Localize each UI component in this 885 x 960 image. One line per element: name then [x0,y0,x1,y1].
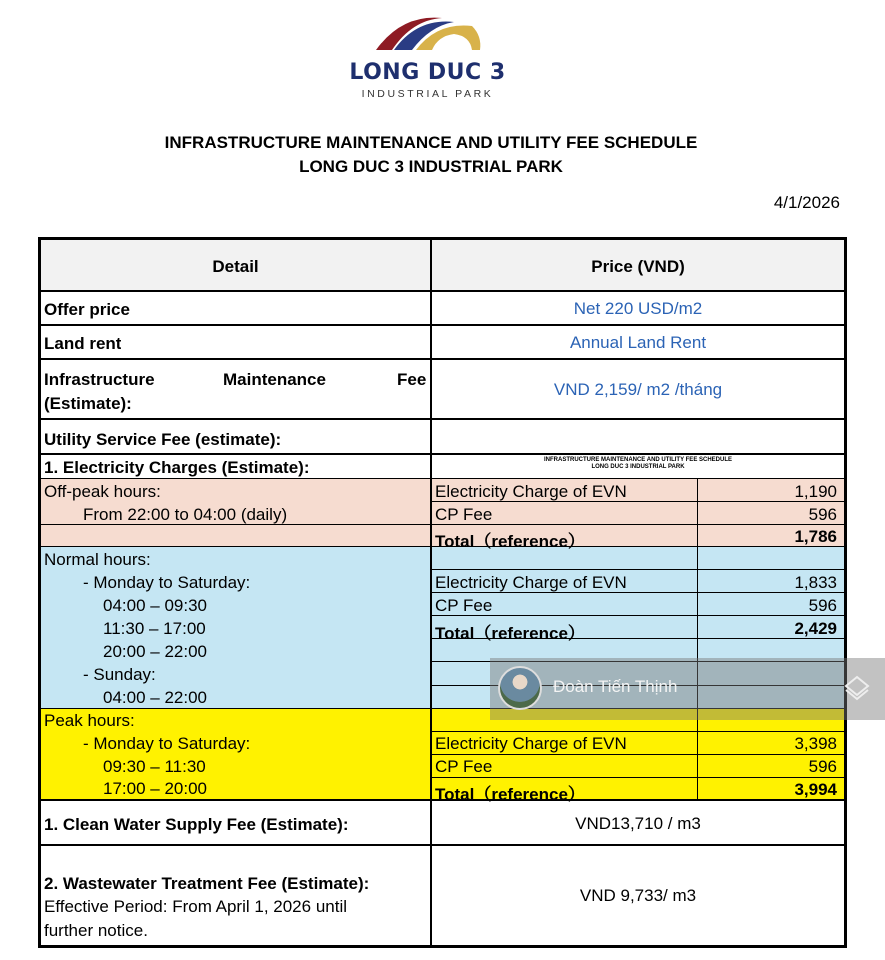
grid-line [432,777,844,778]
peak-time: 17:00 – 20:00 [103,779,207,798]
infra-label-part: Maintenance [223,370,326,389]
offpeak-cp-value: 596 [808,505,837,524]
peak-time: 09:30 – 11:30 [103,757,206,776]
normal-time: 04:00 – 22:00 [103,688,207,707]
watermark-name: Đoàn Tiến Thịnh [553,677,678,696]
peak-evn-value: 3,398 [794,734,837,753]
company-logo [340,10,515,100]
normal-time: 04:00 – 09:30 [103,596,207,615]
normal-cp-label: CP Fee [435,596,493,615]
grid-line [432,569,844,570]
wastewater-fee-label: 2. Wastewater Treatment Fee (Estimate): [44,874,370,893]
header-price: Price (VND) [591,257,685,276]
normal-total-value: 2,429 [794,619,837,638]
infra-label-part: (Estimate): [44,394,132,413]
wastewater-fee-value: VND 9,733/ m3 [579,886,697,905]
normal-label: Normal hours: [44,550,151,569]
row-divider [41,358,844,360]
row-divider [41,844,844,846]
logo-brand-text: LONG DUC 3 [349,60,506,85]
offer-price-value: Net 220 USD/m2 [573,299,703,318]
land-rent-label: Land rent [44,334,122,353]
row-divider [41,453,844,455]
electricity-charges-label: 1. Electricity Charges (Estimate): [44,458,310,477]
grid-line [432,754,844,755]
land-rent-value: Annual Land Rent [569,333,707,352]
wastewater-note: Effective Period: From April 1, 2026 until [44,897,348,916]
offpeak-evn-label: Electricity Charge of EVN [435,482,627,501]
normal-evn-value: 1,833 [794,573,837,592]
offpeak-total-value: 1,786 [794,527,837,546]
offpeak-label: Off-peak hours: [44,482,161,501]
row-divider [41,290,844,292]
peak-cp-label: CP Fee [435,757,493,776]
peak-weekdays: - Monday to Saturday: [83,734,251,753]
offpeak-evn-value: 1,190 [794,482,837,501]
document-title: INFRASTRUCTURE MAINTENANCE AND UTILITY FEE SCHEDULE [164,133,698,152]
row-divider [41,478,844,479]
peak-total-label: Total（reference） [435,785,585,804]
tiny-subtitle-line: LONG DUC 3 INDUSTRIAL PARK [591,464,685,470]
peak-evn-label: Electricity Charge of EVN [435,734,627,753]
normal-cp-value: 596 [808,596,837,615]
grid-line [432,731,844,732]
wastewater-note: further notice. [44,921,148,940]
infra-fee-value: VND 2,159/ m2 /tháng [553,380,723,399]
avatar [498,666,542,710]
normal-sunday: - Sunday: [83,665,156,684]
document-subtitle: LONG DUC 3 INDUSTRIAL PARK [299,157,563,176]
column-divider [697,478,698,799]
normal-weekdays: - Monday to Saturday: [83,573,251,592]
utility-fee-label: Utility Service Fee (estimate): [44,430,282,449]
peak-cp-value: 596 [808,757,837,776]
offpeak-cp-label: CP Fee [435,505,493,524]
infra-label-part: Infrastructure [44,370,155,389]
logo-sub-text: INDUSTRIAL PARK [361,88,494,100]
offpeak-total-label: Total（reference） [435,532,585,551]
fee-schedule-table [38,237,847,948]
row-divider [41,418,844,420]
peak-label: Peak hours: [44,711,135,730]
stacked-diamond-icon [843,674,871,702]
normal-time: 11:30 – 17:00 [103,619,206,638]
infra-label-part: Fee [397,370,427,389]
logo-arc-icon [372,12,484,52]
water-fee-value: VND13,710 / m3 [575,814,701,833]
watermark-overlay [490,658,885,720]
row-divider [41,324,844,326]
water-fee-label: 1. Clean Water Supply Fee (Estimate): [44,815,349,834]
normal-total-label: Total（reference） [435,624,585,643]
document-date: 4/1/2026 [773,193,840,212]
normal-evn-label: Electricity Charge of EVN [435,573,627,592]
header-detail: Detail [212,257,259,276]
peak-total-value: 3,994 [794,780,837,799]
offer-price-label: Offer price [44,300,130,319]
tiny-title-line: INFRASTRUCTURE MAINTENANCE AND UTILITY FEE SCHEDULE [543,457,732,463]
offpeak-time: From 22:00 to 04:00 (daily) [83,505,288,524]
normal-time: 20:00 – 22:00 [103,642,207,661]
